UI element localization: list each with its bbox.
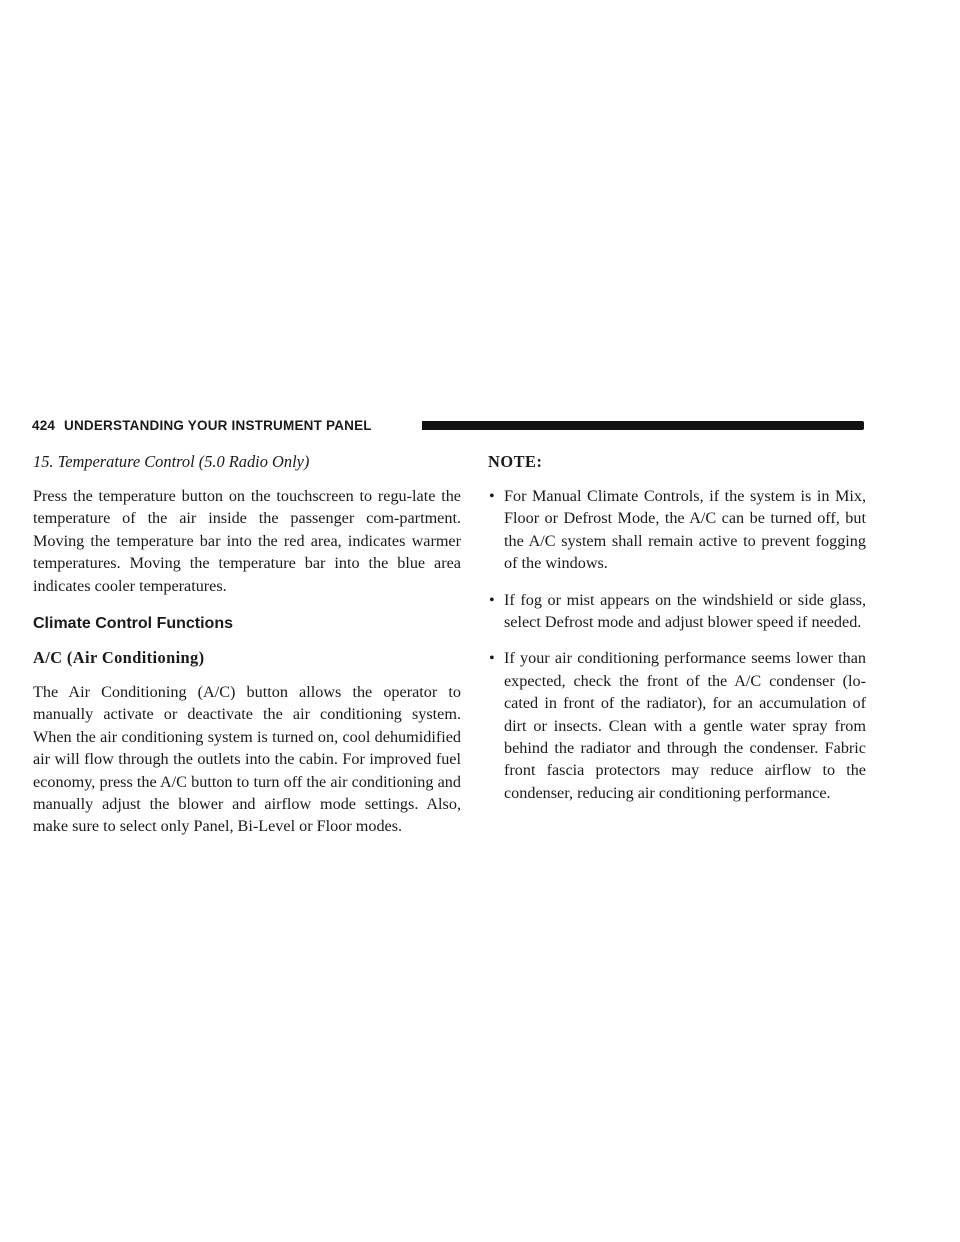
ac-heading: A/C (Air Conditioning) xyxy=(33,648,205,668)
running-head: UNDERSTANDING YOUR INSTRUMENT PANEL xyxy=(64,418,372,433)
bullet-text: For Manual Climate Controls, if the system is in Mix, Floor or Defrost Mode, the A/C can be turned off, but the A/C system shall remain active to prevent fogging of the windows. xyxy=(504,487,866,573)
temperature-control-heading: 15. Temperature Control (5.0 Radio Only) xyxy=(33,452,310,471)
temperature-control-paragraph: Press the temperature button on the touchscreen to regu-late the temperature of the air inside the passenger com-partment. Moving the temperature bar into the red area, indicates warmer temperatures. Moving the temperature bar into the blue area indicates cooler temperatures. xyxy=(33,487,461,595)
climate-control-functions-heading: Climate Control Functions xyxy=(33,615,233,633)
list-item xyxy=(488,647,866,804)
bullet-icon: • xyxy=(489,590,495,609)
list-item xyxy=(488,589,866,634)
page-number: 424 xyxy=(32,418,56,433)
page-header xyxy=(32,416,864,436)
note-bullet-list xyxy=(488,485,866,804)
note-heading: NOTE: xyxy=(488,452,543,471)
bullet-text: If your air conditioning performance seems lower than expected, check the front of the A/C condenser (lo-cated in front of the radiator), for an accumulation of dirt or insects. Clean with a gentle water spray from behind the radiator and through the condenser. Fabric front fascia protectors may reduce airflow to the condenser, reducing air conditioning performance. xyxy=(504,649,866,802)
right-column xyxy=(488,451,866,804)
left-column xyxy=(33,451,461,838)
list-item xyxy=(488,485,866,575)
ac-paragraph: The Air Conditioning (A/C) button allows the operator to manually activate or deactivate the air conditioning system. When the air conditioning system is turned on, cool dehumidified air will flow through the outlets into the cabin. For improved fuel economy, press the A/C button to turn off the air conditioning and manually adjust the blower and airflow mode settings. Also, make sure to select only Panel, Bi-Level or Floor modes. xyxy=(33,683,461,836)
bullet-icon: • xyxy=(489,649,495,668)
bullet-icon: • xyxy=(489,487,495,505)
header-rule xyxy=(422,421,864,430)
bullet-text: If fog or mist appears on the windshield or side glass, select Defrost mode and adjust blower speed if needed. xyxy=(504,590,866,632)
